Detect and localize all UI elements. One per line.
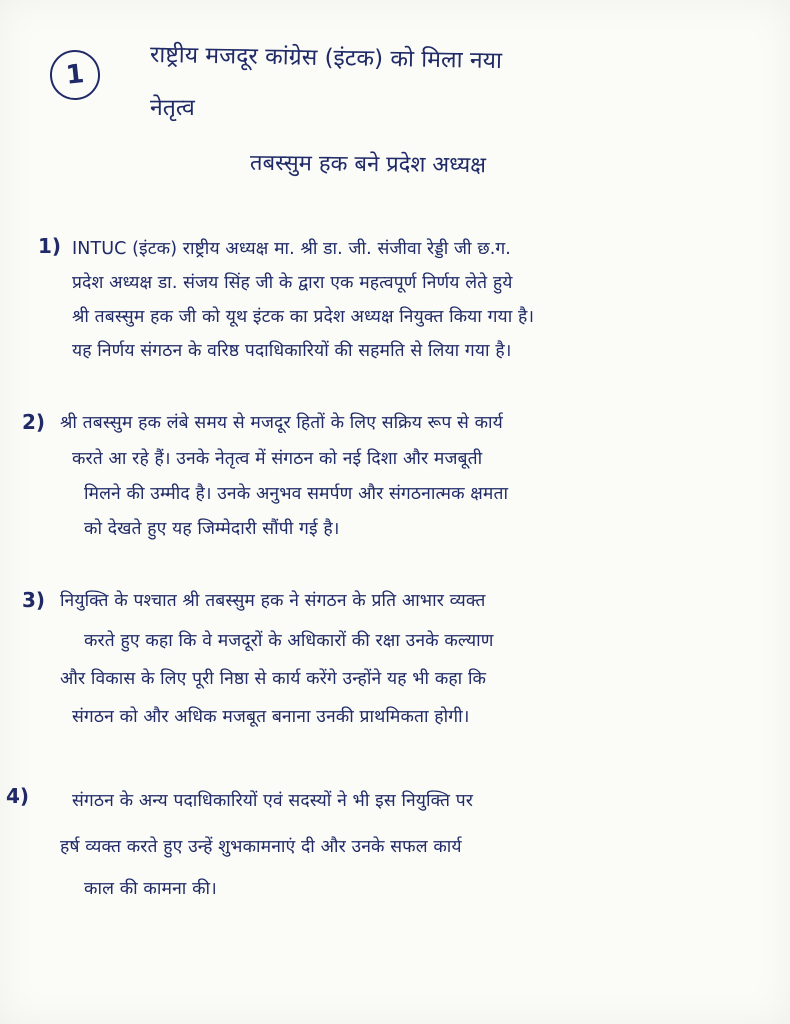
paragraph-line: हर्ष व्यक्त करते हुए उन्हें शुभकामनाएं दी और उनके सफल कार्य <box>60 837 462 857</box>
paragraph-line: संगठन को और अधिक मजबूत बनाना उनकी प्राथमिकता होगी। <box>72 707 470 727</box>
paragraph-line: करते हुए कहा कि वे मजदूरों के अधिकारों की रक्षा उनके कल्याण <box>84 631 494 651</box>
paragraph-line: प्रदेश अध्यक्ष डा. संजय सिंह जी के द्वारा एक महत्वपूर्ण निर्णय लेते हुये <box>72 273 513 293</box>
paragraph-line: श्री तबस्सुम हक लंबे समय से मजदूर हितों के लिए सक्रिय रूप से कार्य <box>60 413 503 433</box>
section-number-circle: 1 <box>48 48 103 103</box>
paragraph-line: मिलने की उम्मीद है। उनके अनुभव समर्पण और संगठनात्मक क्षमता <box>84 484 509 504</box>
paragraph-number: 1) <box>38 234 62 258</box>
paragraph-line: श्री तबस्सुम हक जी को यूथ इंटक का प्रदेश अध्यक्ष नियुक्त किया गया है। <box>72 307 535 327</box>
paragraph-number: 2) <box>22 410 46 434</box>
paragraph-line: करते आ रहे हैं। उनके नेतृत्व में संगठन को नई दिशा और मजबूती <box>72 449 483 469</box>
paragraph-line: नियुक्ति के पश्चात श्री तबस्सुम हक ने संगठन के प्रति आभार व्यक्त <box>60 591 486 611</box>
paragraph-line: संगठन के अन्य पदाधिकारियों एवं सदस्यों ने भी इस नियुक्ति पर <box>72 791 473 811</box>
title-line-2: नेतृत्व <box>150 95 195 121</box>
subtitle: तबस्सुम हक बने प्रदेश अध्यक्ष <box>249 150 487 179</box>
paragraph-line: और विकास के लिए पूरी निष्ठा से कार्य करेंगे उन्होंने यह भी कहा कि <box>60 669 487 689</box>
paragraph-line: काल की कामना की। <box>84 879 217 899</box>
paragraph-line: INTUC (इंटक) राष्ट्रीय अध्यक्ष मा. श्री डा. जी. संजीवा रेड्डी जी छ.ग. <box>72 239 511 259</box>
paragraph-line: यह निर्णय संगठन के वरिष्ठ पदाधिकारियों की सहमति से लिया गया है। <box>72 341 512 361</box>
title-line-1: राष्ट्रीय मजदूर कांग्रेस (इंटक) को मिला नया <box>149 41 503 75</box>
paragraph-line: को देखते हुए यह जिम्मेदारी सौंपी गई है। <box>84 519 340 539</box>
paragraph-number: 3) <box>22 588 46 612</box>
paragraph-number: 4) <box>6 784 30 808</box>
